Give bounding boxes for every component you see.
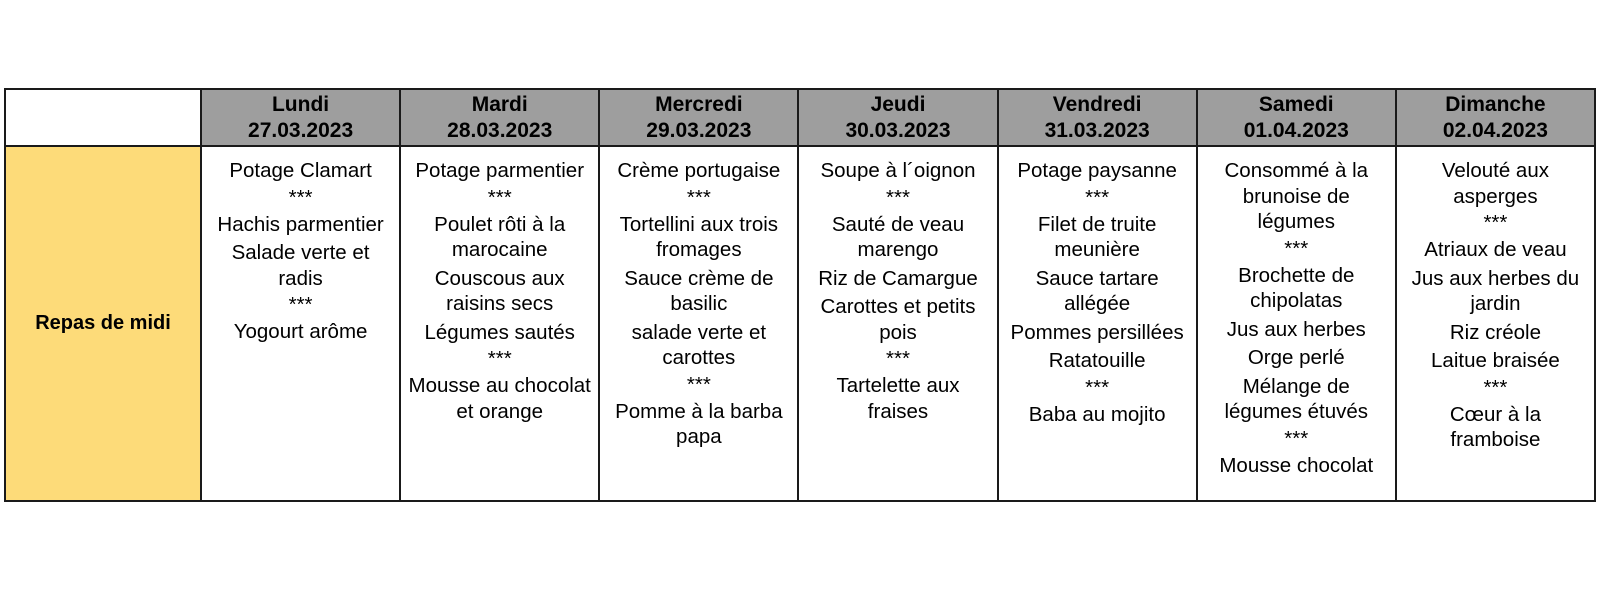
day-name: Vendredi [1052, 92, 1142, 116]
day-name: Lundi [271, 92, 330, 116]
corner-cell [5, 89, 201, 146]
menu-item: Orge perlé [1247, 346, 1345, 369]
day-date: 29.03.2023 [646, 118, 752, 142]
menu-item: Mousse au chocolat et orange [408, 374, 591, 423]
menu-item: Tartelette aux fraises [836, 374, 960, 423]
day-header-jeudi [798, 89, 997, 146]
course-separator: *** [686, 185, 711, 209]
day-date: 01.04.2023 [1243, 118, 1349, 142]
course-separator: *** [1284, 426, 1309, 450]
course-separator: *** [288, 293, 313, 316]
menu-item: Baba au mojito [1028, 402, 1166, 426]
menu-item: Légumes sautés [424, 320, 575, 344]
menu-cell-vendredi [998, 146, 1197, 501]
menu-item: Sauce crème de basilic [624, 266, 774, 315]
menu-item: Tortellini aux trois fromages [619, 212, 779, 261]
menu-item: Riz de Camargue [818, 266, 978, 290]
course-separator: *** [487, 185, 512, 209]
menu-item: Mousse chocolat [1219, 453, 1374, 477]
day-name: Dimanche [1445, 92, 1546, 116]
header-row [5, 89, 1595, 146]
weekly-menu-table [4, 88, 1596, 502]
menu-item: Velouté aux asperges [1441, 159, 1549, 208]
menu-item: Crème portugaise [617, 159, 781, 182]
menu-item: Mélange de légumes étuvés [1224, 374, 1369, 423]
course-separator: *** [487, 347, 512, 370]
menu-item: Pommes persillées [1010, 320, 1184, 344]
menu-item: Cœur à la framboise [1449, 402, 1541, 451]
course-separator: *** [1085, 185, 1110, 209]
day-date: 31.03.2023 [1044, 118, 1150, 142]
menu-cell-mercredi [599, 146, 798, 501]
menu-item: Salade verte et radis [231, 241, 370, 290]
course-separator: *** [1284, 236, 1309, 260]
menu-cell-mardi [400, 146, 599, 501]
day-header-lundi [201, 89, 400, 146]
menu-item: Brochette de chipolatas [1238, 263, 1355, 312]
menu-item: Sauce tartare allégée [1035, 266, 1159, 315]
menu-item: Carottes et petits pois [820, 295, 976, 344]
menu-cell-jeudi [798, 146, 997, 501]
menu-item: Potage paysanne [1017, 159, 1177, 182]
menu-item: Jus aux herbes du jardin [1411, 266, 1580, 315]
course-separator: *** [886, 185, 910, 209]
menu-item: Consommé à la brunoise de légumes [1224, 159, 1369, 233]
menu-item: Yogourt arôme [233, 320, 368, 343]
menu-item: Potage parmentier [415, 159, 585, 182]
day-header-mercredi [599, 89, 798, 146]
menu-item: Hachis parmentier [217, 212, 384, 236]
menu-item: Laitue braisée [1431, 349, 1560, 372]
course-separator: *** [288, 185, 313, 209]
menu-cell-samedi [1197, 146, 1396, 501]
menu-cell-dimanche [1396, 146, 1595, 501]
menu-item: Riz créole [1449, 320, 1541, 344]
menu-item: Couscous aux raisins secs [434, 266, 565, 315]
day-date: 27.03.2023 [248, 118, 354, 142]
course-separator: *** [686, 372, 711, 396]
course-separator: *** [1085, 375, 1110, 399]
day-header-mardi [400, 89, 599, 146]
course-separator: *** [1483, 375, 1508, 399]
menu-item: Filet de truite meunière [1037, 212, 1157, 261]
menu-item: Atriaux de veau [1424, 238, 1567, 261]
menu-item: Ratatouille [1048, 349, 1146, 372]
day-header-vendredi [998, 89, 1197, 146]
course-separator: *** [886, 347, 910, 370]
menu-item: salade verte et carottes [631, 320, 767, 369]
menu-item: Pomme à la barba papa [615, 399, 783, 448]
day-date: 28.03.2023 [447, 118, 553, 142]
menu-cell-lundi [201, 146, 400, 501]
day-name: Jeudi [870, 92, 926, 116]
day-header-samedi [1197, 89, 1396, 146]
row-label-lunch: Repas de midi [5, 146, 201, 501]
menu-item: Poulet rôti à la marocaine [434, 212, 566, 261]
course-separator: *** [1483, 211, 1508, 234]
day-date: 02.04.2023 [1442, 118, 1548, 142]
lunch-row [5, 146, 1595, 501]
day-date: 30.03.2023 [845, 118, 951, 142]
menu-item: Soupe à l´oignon [820, 159, 976, 182]
day-name: Samedi [1258, 92, 1334, 116]
menu-item: Sauté de veau marengo [831, 212, 965, 261]
day-name: Mercredi [655, 92, 743, 116]
menu-item: Jus aux herbes [1226, 317, 1366, 341]
day-name: Mardi [471, 92, 528, 116]
menu-item: Potage Clamart [229, 159, 372, 182]
day-header-dimanche [1396, 89, 1595, 146]
